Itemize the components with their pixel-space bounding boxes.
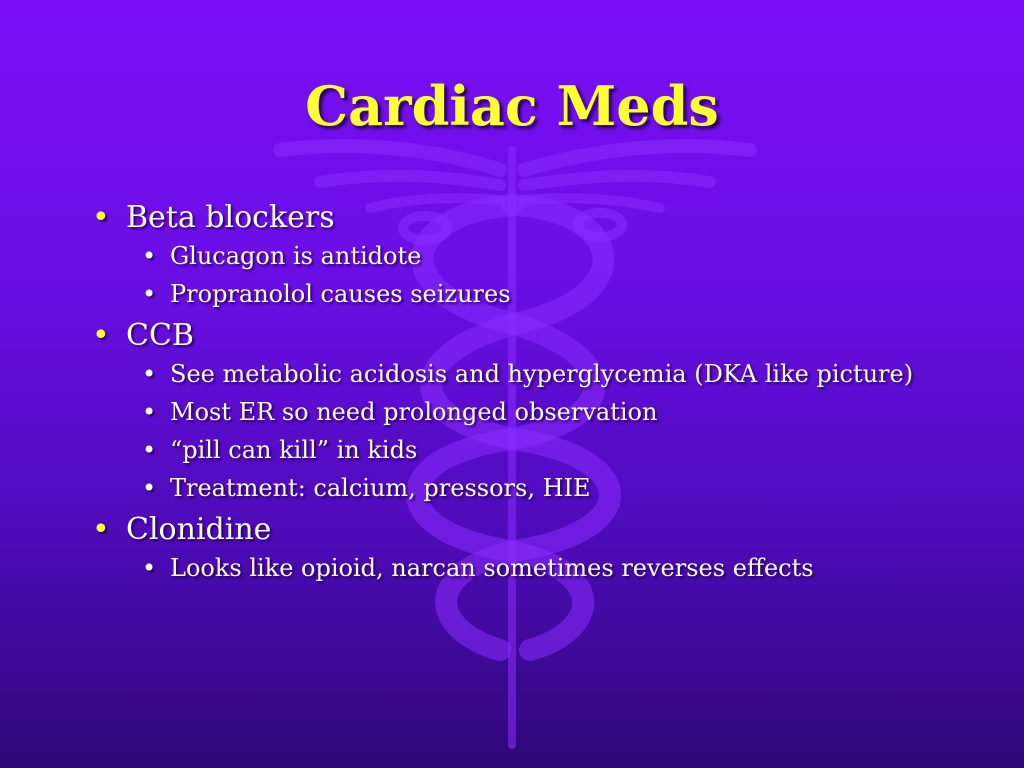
bullet-label: CCB bbox=[126, 318, 194, 353]
bullet-icon: • bbox=[92, 318, 110, 353]
sub-bullet-item bbox=[142, 360, 972, 389]
bullet-label: Clonidine bbox=[126, 512, 272, 547]
bullet-icon: • bbox=[142, 436, 157, 464]
sub-bullet-item bbox=[142, 398, 972, 427]
bullet-item bbox=[92, 512, 972, 548]
sub-bullet-label: Glucagon is antidote bbox=[170, 242, 422, 270]
bullet-icon: • bbox=[142, 474, 157, 502]
sub-bullet-label: Propranolol causes seizures bbox=[170, 280, 511, 308]
bullet-label: Beta blockers bbox=[126, 200, 335, 235]
sub-bullet-label: “pill can kill” in kids bbox=[170, 436, 418, 464]
sub-bullet-label: See metabolic acidosis and hyperglycemia (DKA like picture) bbox=[170, 360, 914, 388]
bullet-item bbox=[92, 200, 972, 236]
sub-bullet-item bbox=[142, 242, 972, 271]
bullet-icon: • bbox=[92, 200, 110, 235]
sub-bullet-item bbox=[142, 474, 972, 503]
bullet-icon: • bbox=[142, 242, 157, 270]
bullet-icon: • bbox=[142, 360, 157, 388]
sub-bullet-item bbox=[142, 554, 972, 583]
bullet-list bbox=[92, 200, 972, 592]
sub-bullet-label: Looks like opioid, narcan sometimes reverses effects bbox=[170, 554, 814, 582]
bullet-icon: • bbox=[142, 554, 157, 582]
bullet-icon: • bbox=[142, 398, 157, 426]
bullet-item bbox=[92, 318, 972, 354]
bullet-icon: • bbox=[92, 512, 110, 547]
sub-bullet-item bbox=[142, 436, 972, 465]
sub-bullet-item bbox=[142, 280, 972, 309]
bullet-icon: • bbox=[142, 280, 157, 308]
sub-bullet-label: Treatment: calcium, pressors, HIE bbox=[170, 474, 591, 502]
slide-title: Cardiac Meds bbox=[305, 74, 719, 138]
sub-bullet-label: Most ER so need prolonged observation bbox=[170, 398, 658, 426]
